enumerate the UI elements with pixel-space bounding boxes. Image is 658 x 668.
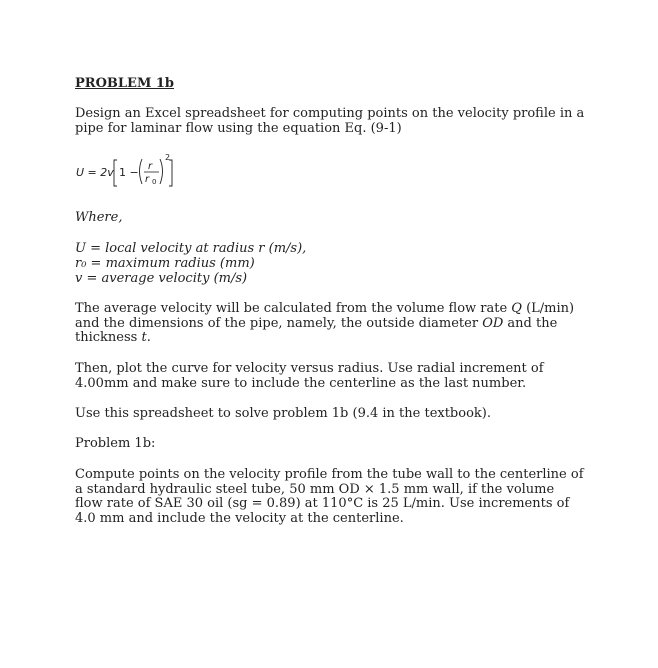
avg-text-2: (L/min) and the dimensions of the pipe, namely, the outside diameter <box>75 301 575 331</box>
right-bracket <box>169 160 172 186</box>
definition-v: v = average velocity (m/s) <box>75 271 248 286</box>
velocity-equation <box>76 150 196 192</box>
left-bracket <box>114 160 117 186</box>
problem-label: Problem 1b: <box>75 436 156 451</box>
where-label: Where, <box>75 210 123 225</box>
intro-paragraph: Design an Excel spreadsheet for computing points on the velocity profile in a pipe for laminar flow using the equation Eq. (9-1) <box>75 106 585 136</box>
use-paragraph: Use this spreadsheet to solve problem 1b (9.4 in the textbook). <box>75 406 491 421</box>
avg-text-t: t <box>141 330 147 345</box>
right-paren <box>160 159 163 184</box>
problem-paragraph: Compute points on the velocity profile from the tube wall to the centerline of a standard hydraulic steel tube, 50 mm OD × 1.5 mm wall, if the volume flow rate of SAE 30 oil (sg = 0.89) at 110°C is 25 L/min. Use increments of 4.0 mm and include the velocity at the centerline. <box>75 467 584 526</box>
avg-text-1: The average velocity will be calculated from the volume flow rate <box>75 301 512 316</box>
equation-denominator: r <box>145 174 150 185</box>
avg-text-4: . <box>146 330 151 345</box>
avg-text-3: and the thickness <box>75 315 558 345</box>
problem-title: PROBLEM 1b <box>75 76 174 91</box>
equation-denominator-sub: 0 <box>152 178 157 186</box>
equation-exponent: 2 <box>165 153 171 162</box>
plot-paragraph: Then, plot the curve for velocity versus radius. Use radial increment of 4.00mm and make sure to include the centerline as the last number. <box>75 361 544 391</box>
equation-one-minus: 1 − <box>119 166 139 179</box>
equation-numerator: r <box>148 161 153 172</box>
avg-text-q: Q <box>511 301 522 316</box>
average-velocity-paragraph <box>75 302 585 346</box>
equation-lhs: U = 2v <box>76 166 114 179</box>
avg-text-od: OD <box>482 315 504 331</box>
definition-u: U = local velocity at radius r (m/s), <box>75 241 307 256</box>
definition-r0: r₀ = maximum radius (mm) <box>75 256 255 271</box>
left-paren <box>140 159 143 184</box>
